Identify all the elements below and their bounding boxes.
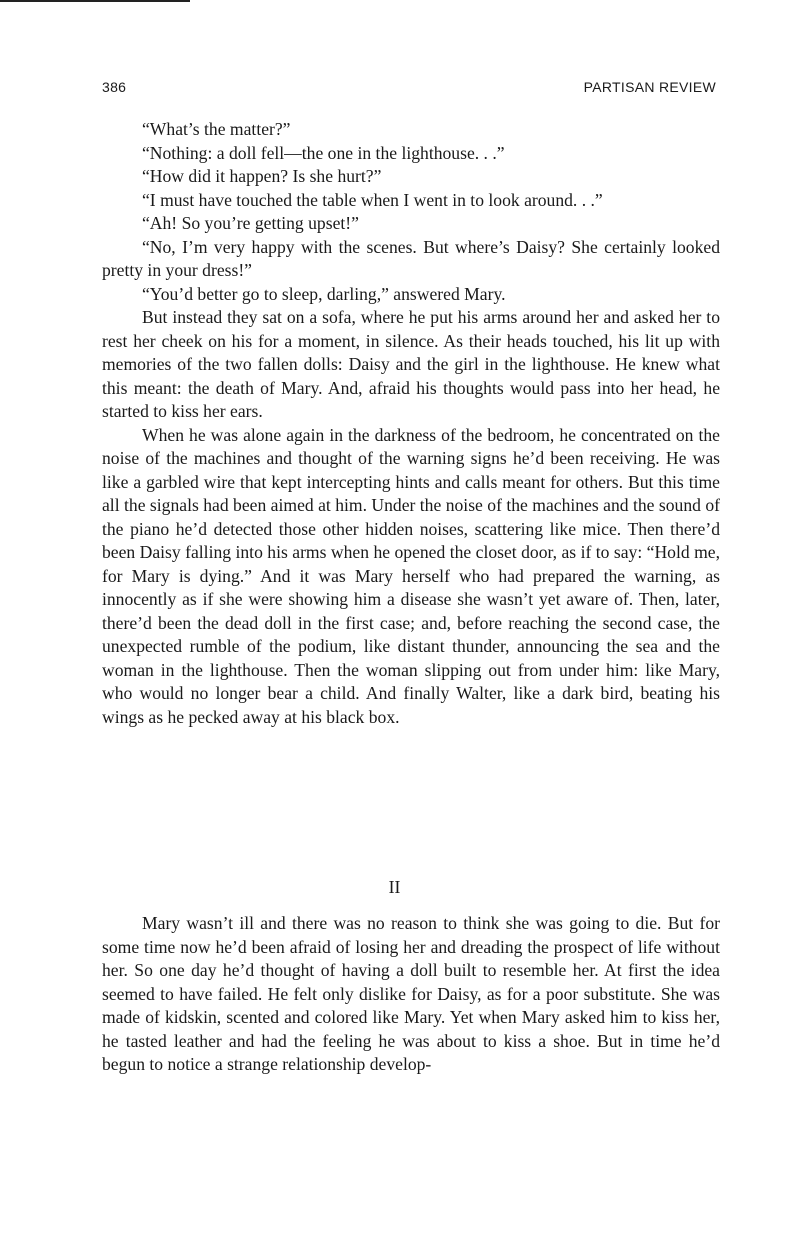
- paragraph: Mary wasn’t ill and there was no reason to think she was going to die. But for some time now he’d been afraid of losing her and dreading the prospect of life without her. So one day he’d thought of having a doll built to resemble her. At first the idea seemed to have failed. He felt only dislike for Daisy, as for a poor substitute. She was made of kidskin, scented and colored like Mary. Yet when Mary asked him to kiss her, he tasted leather and had the feeling he was about to kiss a shoe. But in time he’d begun to notice a strange relationship develop-: [102, 913, 720, 1074]
- paragraph: “How did it happen? Is she hurt?”: [142, 166, 382, 186]
- paragraph: “What’s the matter?”: [142, 119, 291, 139]
- section-heading: II: [388, 877, 401, 897]
- running-title: PARTISAN REVIEW: [583, 79, 716, 95]
- paragraph: But instead they sat on a sofa, where he put his arms around her and asked her to rest her cheek on his for a moment, in silence. As their heads touched, his lit up with memories of the two fallen dolls: Daisy and the girl in the lighthouse. He knew what this meant: the death of Mary. And, afraid his thoughts would pass into her head, he started to kiss her ears.: [102, 307, 720, 421]
- paragraph: “You’d better go to sleep, darling,” answered Mary.: [142, 283, 506, 304]
- paragraph: “I must have touched the table when I went in to look around. . .”: [142, 189, 603, 210]
- body-text: [102, 118, 720, 729]
- section-2-body-text: [102, 912, 720, 1077]
- paragraph: “Ah! So you’re getting upset!”: [142, 213, 359, 233]
- scan-edge-mark: [0, 0, 190, 2]
- paragraph: When he was alone again in the darkness of the bedroom, he concentrated on the noise of the machines and thought of the warning signs he’d been receiving. He was like a garbled wire that kept intercepting hints and calls meant for others. But this time all the signals had been aimed at him. Under the noise of the machines and the sound of the piano he’d detected those other hidden noises, scattering like mice. Then there’d been Daisy falling into his arms when he opened the closet door, as if to say: “Hold me, for Mary is dying.” And it was Mary herself who had prepared the warning, as innocently as if she were showing him a disease she wasn’t yet aware of. Then, later, there’d been the dead doll in the first case; and, before reaching the second case, the unexpected rumble of the podium, like distant thunder, announcing the sea and the woman in the lighthouse. Then the woman slipping out from under him: like Mary, who would no longer bear a child. And finally Walter, like a dark bird, beating his wings as he pecked away at his black box.: [102, 424, 720, 727]
- paragraph: “Nothing: a doll fell—the one in the lighthouse. . .”: [142, 142, 505, 163]
- running-header: [102, 79, 716, 99]
- page-number: 386: [102, 79, 127, 95]
- paragraph: “No, I’m very happy with the scenes. But where’s Daisy? She certainly looked pretty in your dress!”: [102, 236, 720, 280]
